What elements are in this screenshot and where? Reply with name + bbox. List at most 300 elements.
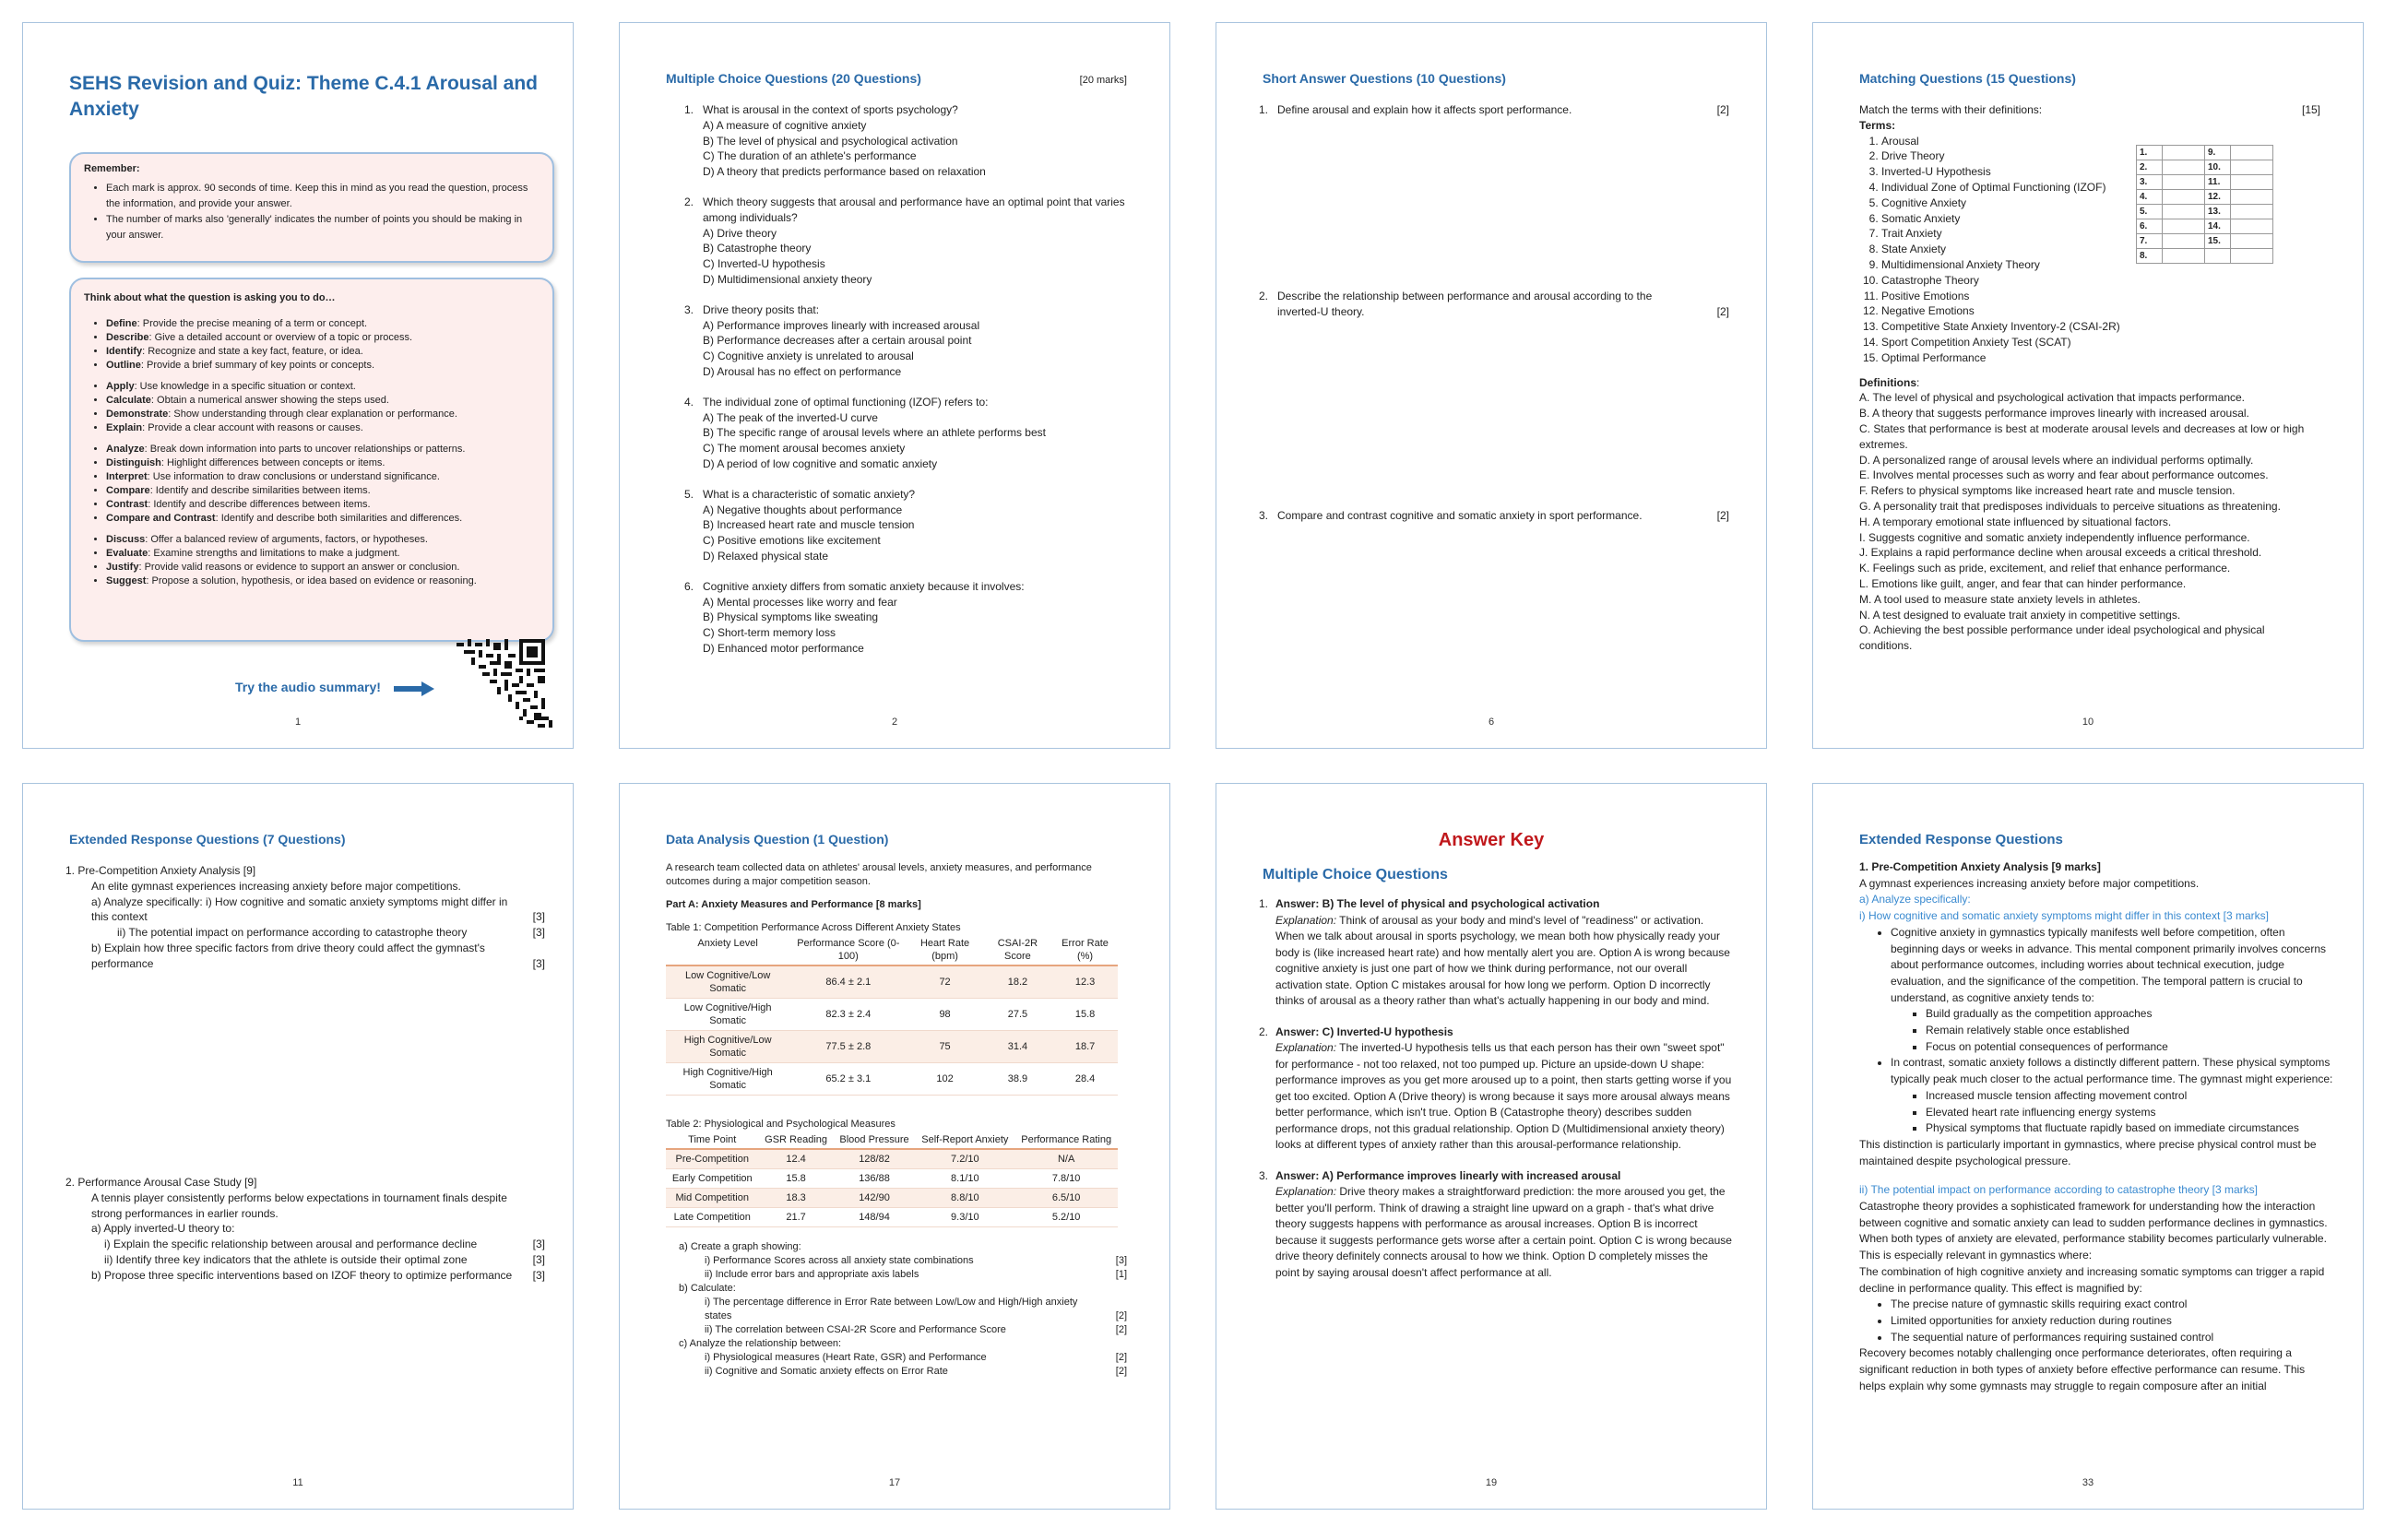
mcq-question (684, 195, 1136, 288)
column-header: Heart Rate (bpm) (907, 935, 982, 965)
question-stem: Cognitive anxiety differs from somatic anxiety because it involves: (703, 579, 1025, 593)
section-heading: Data Analysis Question (1 Question) (666, 832, 889, 847)
question-text: b) Propose three specific interventions based on IZOF theory to optimize performance (91, 1268, 513, 1282)
answer-option: C) The moment arousal becomes anxiety (703, 442, 906, 456)
answer-subitem: ▪ Physical symptoms that fluctuate rapidly based on immediate circumstances (1926, 1120, 2334, 1137)
grid-number: 11. (2205, 175, 2231, 190)
answer-number: 3. (1259, 1168, 1269, 1182)
table-row (666, 965, 1118, 999)
command-term-item (106, 484, 540, 498)
terms-list (1859, 134, 2136, 366)
term-item: 10. Catastrophe Theory (1881, 273, 2136, 289)
command-term: Outline (106, 360, 141, 371)
command-term-desc: : Break down information into parts to uncover relationships or patterns. (144, 444, 466, 455)
question-line (666, 1268, 1127, 1282)
grid-number: 5. (2137, 205, 2163, 219)
extended-q2 (65, 1175, 545, 1284)
explanation-text: The inverted-U hypothesis tells us that each person has their own "sweet spot" for performance - not too relaxed, not too pumped up. Picture an upside-down U shape: performance improves as you get more aroused up to a point, then starts getting worse if you get too excited. Option A (Drive theory) is wrong because it says more arousal always means better performance, which isn't true. Option B (Catastrophe theory) describes sudden performance drops, not this gradual relationship. Option D (Multidimensional anxiety theory) looks at different types of anxiety rather than this arousal-performance relationship. (1275, 1041, 1732, 1151)
remember-item: • The number of marks also 'generally' indicates the number of points you should be making in your answer. (106, 212, 540, 243)
table-cell: 5.2/10 (1014, 1208, 1118, 1227)
term-item: 5. Cognitive Anxiety (1881, 195, 2136, 211)
question-line (666, 1337, 1127, 1351)
definitions-list (1859, 390, 2320, 654)
question-marks: [3] (532, 926, 545, 940)
question-marks: [2] (1115, 1352, 1127, 1363)
page-number: 11 (292, 1477, 303, 1488)
term-item: 11. Positive Emotions (1881, 289, 2136, 304)
command-term-item (106, 512, 540, 526)
table-cell: 86.4 ± 2.1 (789, 965, 907, 999)
answer-option: A) Performance improves linearly with increased arousal (703, 318, 980, 332)
answer-subitem: ▪ Build gradually as the competition approaches (1926, 1006, 2334, 1023)
question-marks: [1] (1115, 1269, 1127, 1280)
question-marks: [2] (1115, 1324, 1127, 1335)
answer-box[interactable] (2231, 219, 2273, 234)
answer-key-title: Answer Key (1438, 830, 1545, 850)
answer-option: B) The level of physical and psychological activation (703, 134, 958, 148)
answer-paragraph: Recovery becomes notably challenging once performance deteriorates, often requiring a significant reduction in both types of anxiety before effective performance can resume. This helps explain why some gymnasts may struggle to regain composure after an initial (1859, 1346, 2306, 1392)
definition-item: O. Achieving the best possible performance under ideal psychological and physical conditions. (1859, 623, 2265, 653)
column-header: Self-Report Anxiety (915, 1131, 1014, 1149)
table-cell: 128/82 (834, 1149, 916, 1169)
audio-summary-link[interactable]: Try the audio summary! (235, 680, 381, 694)
question-text: A tennis player consistently performs below expectations in tournament finals despite strong performances in earlier rounds. (91, 1191, 507, 1220)
term-item: 7. Trait Anxiety (1881, 226, 2136, 242)
page-5 (22, 783, 574, 1510)
section-heading: Extended Response Questions (7 Questions) (69, 832, 346, 847)
data-intro: A research team collected data on athletes' arousal levels, anxiety measures, and performance outcomes during a major competition season. (666, 862, 1092, 887)
definitions-label: Definitions (1859, 375, 1916, 389)
short-answer-q3: 3. Compare and contrast cognitive and somatic anxiety in sport performance. [2] (1259, 509, 1729, 522)
answer-option: D) Arousal has no effect on performance (703, 364, 902, 378)
table-row (666, 1169, 1118, 1189)
table-cell: N/A (1014, 1149, 1118, 1169)
table-cell: 28.4 (1052, 1063, 1118, 1096)
answer-option: B) Catastrophe theory (703, 242, 812, 255)
answer-option: A) Negative thoughts about performance (703, 503, 903, 516)
answer-option: D) A theory that predicts performance based on relaxation (703, 165, 986, 179)
question-marks: [3] (532, 910, 545, 924)
table-cell: 148/94 (834, 1208, 916, 1227)
command-term: Apply (106, 381, 135, 392)
grid-number: 13. (2205, 205, 2231, 219)
answer-bullet: • In contrast, somatic anxiety follows a distinctly different pattern. These physical symptoms typically peak much closer to the actual performance time. The gymnast might experience: (1891, 1055, 2334, 1087)
question-text: i) The percentage difference in Error Rate between Low/Low and High/High anxiety states (705, 1297, 1078, 1321)
term-item: 12. Negative Emotions (1881, 303, 2136, 319)
page-number: 33 (2082, 1477, 2094, 1488)
table-row (666, 1149, 1118, 1169)
question-marks: [3] (532, 1268, 545, 1282)
explanation-label: Explanation: (1275, 1185, 1337, 1198)
question-text: a) Create a graph showing: (679, 1241, 801, 1252)
term-item: 1. Arousal (1881, 134, 2136, 149)
question-line (65, 941, 545, 972)
term-item: 3. Inverted-U Hypothesis (1881, 164, 2136, 180)
column-header: CSAI-2R Score (983, 935, 1052, 965)
command-term: Compare and Contrast (106, 513, 216, 524)
answer-subitem: • Limited opportunities for anxiety reduction during routines (1891, 1313, 2334, 1330)
short-answer-q2: 2. Describe the relationship between performance and arousal according to the inverted-U theory. [2] (1259, 290, 1729, 318)
question-stem: The individual zone of optimal functioning (IZOF) refers to: (703, 395, 989, 409)
command-term-item (106, 575, 540, 588)
answer-list (1259, 896, 1734, 1296)
table2-caption: Table 2: Physiological and Psychological Measures (666, 1119, 896, 1130)
answer-option: D) A period of low cognitive and somatic anxiety (703, 456, 938, 470)
question-text: ii) The correlation between CSAI-2R Score and Performance Score (705, 1324, 1006, 1335)
command-term-desc: : Provide the precise meaning of a term or concept. (136, 318, 368, 329)
question-text: An elite gymnast experiences increasing anxiety before major competitions. (91, 879, 461, 893)
answer-option: A) The peak of the inverted-U curve (703, 410, 878, 424)
question-stem: What is arousal in the context of sports psychology? (703, 103, 958, 116)
command-term-desc: : Use knowledge in a specific situation or context. (134, 381, 356, 392)
definition-item: F. Refers to physical symptoms like increased heart rate and muscle tension. (1859, 484, 2236, 498)
definition-item: B. A theory that suggests performance improves linearly with increased arousal. (1859, 407, 2249, 421)
extended-q1 (65, 863, 545, 972)
table-cell: 18.2 (983, 965, 1052, 999)
command-term-item (106, 443, 540, 456)
definition-item: E. Involves mental processes such as worry and fear about performance outcomes. (1859, 468, 2269, 482)
command-term-item (106, 317, 540, 331)
data-tasks (666, 1240, 1127, 1379)
table-cell: 31.4 (983, 1031, 1052, 1063)
answer-sublist (1859, 1088, 2334, 1137)
table-cell: 18.3 (758, 1189, 833, 1208)
answer-entry (1259, 1025, 1734, 1154)
remember-callout (69, 152, 554, 263)
command-term: Compare (106, 485, 150, 496)
page-number: 17 (888, 1477, 901, 1488)
term-item: 9. Multidimensional Anxiety Theory (1881, 257, 2136, 273)
definition-item: K. Feelings such as pride, excitement, and relief that enhance performance. (1859, 562, 2231, 575)
question-line (65, 1252, 545, 1268)
answer-choice: Answer: B) The level of physical and psychological activation (1275, 897, 1600, 910)
grid-number: 2. (2137, 160, 2163, 175)
question-number: 5. (684, 487, 694, 501)
command-term-desc: : Provide valid reasons or evidence to support an answer or conclusion. (138, 562, 460, 573)
answer-option: B) The specific range of arousal levels where an athlete performs best (703, 426, 1046, 440)
physiological-measures-table (666, 1131, 1118, 1227)
definition-item: J. Explains a rapid performance decline when arousal exceeds a critical threshold. (1859, 546, 2262, 560)
answer-option: D) Enhanced motor performance (703, 641, 864, 655)
question-text: a) Analyze specifically: i) How cognitive and somatic anxiety symptoms might differ in this context (91, 894, 508, 924)
grid-number: 15. (2205, 234, 2231, 249)
answer-number: 2. (1259, 1025, 1269, 1038)
answer-paragraph: This distinction is particularly important in gymnastics, where precise physical control must be maintained despite psychological pressure. (1859, 1137, 2317, 1167)
command-terms-list (84, 317, 540, 588)
table-cell: 21.7 (758, 1208, 833, 1227)
mcq-list (684, 102, 1136, 671)
table-cell: 12.4 (758, 1149, 833, 1169)
mcq-question (684, 302, 1136, 380)
answer-box[interactable] (2163, 249, 2205, 264)
answer-sublist (1859, 1297, 2334, 1345)
qr-code-icon[interactable] (457, 639, 556, 728)
column-header: Performance Rating (1014, 1131, 1118, 1149)
table-cell: Early Competition (666, 1169, 758, 1189)
question-number: 3. (684, 302, 694, 316)
part-a-heading: Part A: Anxiety Measures and Performance [8 marks] (666, 899, 921, 910)
part-a-label: a) Analyze specifically: (1859, 893, 1971, 906)
answer-box[interactable] (2163, 160, 2205, 175)
table-cell: 82.3 ± 2.4 (789, 999, 907, 1031)
answer-option: A) Drive theory (703, 226, 777, 240)
question-text: ii) Cognitive and Somatic anxiety effects on Error Rate (705, 1366, 948, 1377)
command-term-desc: : Show understanding through clear explanation or performance. (168, 409, 457, 420)
command-term-desc: : Propose a solution, hypothesis, or idea based on evidence or reasoning. (146, 575, 477, 586)
answer-paragraph: Catastrophe theory provides a sophisticated framework for understanding how the interaction between cognitive and somatic anxiety can lead to sudden performance declines in gymnastics. When both types of anxiety are elevated, performance stability becomes particularly vulnerable. This is especially relevant in gymnastics where: (1859, 1200, 2328, 1262)
question-line (666, 1254, 1127, 1268)
command-term-desc: : Offer a balanced review of arguments, factors, or hypotheses. (145, 534, 428, 545)
term-item: 13. Competitive State Anxiety Inventory-2 (CSAI-2R) (1881, 319, 2136, 335)
table-cell: 136/88 (834, 1169, 916, 1189)
answer-subitem: ▪ Elevated heart rate influencing energy systems (1926, 1105, 2334, 1121)
answer-subitem: ▪ Remain relatively stable once established (1926, 1023, 2334, 1039)
mcq-question (684, 487, 1136, 564)
question-marks: [3] (532, 1252, 545, 1266)
question-line (65, 894, 545, 926)
question-intro: A gymnast experiences increasing anxiety before major competitions. (1859, 876, 2200, 890)
table-cell: 27.5 (983, 999, 1052, 1031)
grid-number: 12. (2205, 190, 2231, 205)
answer-option: C) Positive emotions like excitement (703, 534, 881, 548)
command-term-desc: : Identify and describe both similarities and differences. (215, 513, 463, 524)
command-term-item (106, 456, 540, 470)
page-3 (1216, 22, 1767, 749)
table-cell: Pre-Competition (666, 1149, 758, 1169)
command-term-desc: : Recognize and state a key fact, feature, or idea. (142, 346, 363, 357)
command-term-desc: : Use information to draw conclusions or understand significance. (147, 471, 440, 482)
command-term: Distinguish (106, 457, 161, 468)
question-line (65, 1221, 545, 1237)
remember-item: • Each mark is approx. 90 seconds of time. Keep this in mind as you read the question, process the information, and provide your answer. (106, 181, 540, 212)
command-term: Define (106, 318, 137, 329)
answer-box[interactable] (2231, 205, 2273, 219)
answer-box[interactable] (2163, 190, 2205, 205)
answer-option: B) Increased heart rate and muscle tension (703, 518, 915, 532)
command-term-item (106, 547, 540, 561)
table-cell: 77.5 ± 2.8 (789, 1031, 907, 1063)
answer-option: D) Relaxed physical state (703, 549, 829, 563)
command-term-item (106, 561, 540, 575)
question-text: b) Explain how three specific factors from drive theory could affect the gymnast's performance (91, 941, 485, 970)
answer-option: C) Cognitive anxiety is unrelated to arousal (703, 349, 914, 363)
mcq-question (684, 102, 1136, 180)
grid-number: 14. (2205, 219, 2231, 234)
explanation-label: Explanation: (1275, 913, 1337, 927)
term-item: 14. Sport Competition Anxiety Test (SCAT) (1881, 335, 2136, 350)
answer-box[interactable] (2231, 190, 2273, 205)
command-term-desc: : Identify and describe similarities between items. (149, 485, 371, 496)
answer-box[interactable] (2163, 205, 2205, 219)
command-term: Justify (106, 562, 139, 573)
answer-paragraph: The combination of high cognitive anxiety and increasing somatic symptoms can trigger a rapid decline in performance quality. This effect is magnified by: (1859, 1264, 2325, 1295)
table-cell: 102 (907, 1063, 982, 1096)
section-heading: Multiple Choice Questions (20 Questions) (666, 71, 921, 86)
answer-option: D) Multidimensional anxiety theory (703, 272, 872, 286)
page-number: 1 (294, 717, 302, 728)
matching-marks: [15] (2301, 103, 2320, 116)
answer-entry (1259, 1168, 1734, 1282)
anxiety-performance-table (666, 935, 1118, 1096)
command-term-item (106, 380, 540, 394)
matching-answer-grid (2136, 145, 2273, 264)
question-text: ii) Identify three key indicators that the athlete is outside their optimal zone (104, 1252, 468, 1266)
answer-option: C) The duration of an athlete's performance (703, 149, 917, 163)
command-term-item (106, 408, 540, 421)
answer-subitem: ▪ Increased muscle tension affecting movement control (1926, 1088, 2334, 1105)
explanation-text: Drive theory makes a straightforward prediction: the more aroused you get, the better you'll perform. Think of drawing a straight line upward on a graph - that's what drive theory suggests happens with performance as arousal increases. Option B is incorrect because it suggests performance gets worse after a certain point. Option C is wrong because drive theory definitely connects arousal to how we think. Option D completely misses the point by saying arousal doesn't affect performance at all. (1275, 1185, 1732, 1279)
command-term-desc: : Obtain a numerical answer showing the steps used. (150, 395, 389, 406)
grid-number: 4. (2137, 190, 2163, 205)
answer-option: A) A measure of cognitive anxiety (703, 118, 867, 132)
command-term-item (106, 533, 540, 547)
table-cell: 15.8 (1052, 999, 1118, 1031)
answer-sublist (1859, 1006, 2334, 1055)
answer-box[interactable] (2231, 146, 2273, 160)
question-marks: [3] (532, 1238, 545, 1251)
definition-item: I. Suggests cognitive and somatic anxiety independently influence performance. (1859, 530, 2250, 544)
part-ai-label: i) How cognitive and somatic anxiety symptoms might differ in this context [3 marks] (1859, 909, 2269, 923)
think-label: Think about what the question is asking you to do… (84, 292, 336, 303)
answer-box[interactable] (2231, 234, 2273, 249)
definition-item: L. Emotions like guilt, anger, and fear that can hinder performance. (1859, 576, 2187, 590)
question-marks: [2] (1115, 1310, 1127, 1321)
column-header: Blood Pressure (834, 1131, 916, 1149)
question-number: 2. (684, 195, 694, 208)
command-term: Interpret (106, 471, 148, 482)
definition-item: M. A tool used to measure state anxiety levels in athletes. (1859, 592, 2141, 606)
answer-option: C) Short-term memory loss (703, 626, 836, 640)
command-term: Demonstrate (106, 409, 169, 420)
answer-box[interactable] (2163, 175, 2205, 190)
question-number: 6. (684, 579, 694, 593)
command-term-item (106, 421, 540, 435)
terms-label: Terms: (1859, 118, 1896, 132)
command-term: Describe (106, 332, 149, 343)
command-term: Analyze (106, 444, 145, 455)
part-aii-label: ii) The potential impact on performance according to catastrophe theory [3 marks] (1859, 1183, 2258, 1197)
question-line (666, 1296, 1127, 1323)
definition-item: A. The level of physical and psychological activation that impacts performance. (1859, 391, 2245, 405)
question-text: i) Explain the specific relationship between arousal and performance decline (104, 1238, 478, 1251)
answer-box[interactable] (2231, 175, 2273, 190)
definition-item: N. A test designed to evaluate trait anxiety in competitive settings. (1859, 608, 2181, 622)
table-row (666, 1063, 1118, 1096)
table-row (666, 1031, 1118, 1063)
command-term-item (106, 345, 540, 359)
grid-number: 3. (2137, 175, 2163, 190)
answer-box[interactable] (2163, 146, 2205, 160)
matching-intro: Match the terms with their definitions: (1859, 103, 2043, 116)
column-header: GSR Reading (758, 1131, 833, 1149)
table-cell: 72 (907, 965, 982, 999)
table-cell: 75 (907, 1031, 982, 1063)
page-number: 19 (1485, 1477, 1498, 1488)
command-term: Contrast (106, 499, 148, 510)
column-header: Error Rate (%) (1052, 935, 1118, 965)
table1-caption: Table 1: Competition Performance Across Different Anxiety States (666, 922, 961, 933)
command-term: Explain (106, 422, 143, 433)
question-text: ii) Include error bars and appropriate axis labels (705, 1269, 919, 1280)
term-item: 4. Individual Zone of Optimal Functioning (IZOF) (1881, 180, 2136, 195)
command-term-desc: : Give a detailed account or overview of a topic or process. (148, 332, 413, 343)
term-item: 2. Drive Theory (1881, 148, 2136, 164)
question-line (65, 879, 545, 894)
command-term-item (106, 359, 540, 373)
column-header: Anxiety Level (666, 935, 789, 965)
command-term-desc: : Examine strengths and limitations to make a judgment. (148, 548, 400, 559)
answer-box[interactable] (2231, 160, 2273, 175)
question-marks: [2] (1115, 1366, 1127, 1377)
page-number: 10 (2082, 717, 2094, 728)
table-cell: 98 (907, 999, 982, 1031)
question-text: i) Physiological measures (Heart Rate, GSR) and Performance (705, 1352, 987, 1363)
grid-number: 9. (2205, 146, 2231, 160)
grid-number: 10. (2205, 160, 2231, 175)
page-6 (619, 783, 1170, 1510)
command-term-desc: : Provide a brief summary of key points or concepts. (140, 360, 374, 371)
table-row (666, 1189, 1118, 1208)
grid-number (2205, 249, 2231, 264)
question-line (65, 925, 545, 941)
page-1 (22, 22, 574, 749)
grid-number: 8. (2137, 249, 2163, 264)
answer-option: C) Inverted-U hypothesis (703, 257, 825, 271)
table-cell: 142/90 (834, 1189, 916, 1208)
term-item: 15. Optimal Performance (1881, 350, 2136, 366)
table-cell: 7.8/10 (1014, 1169, 1118, 1189)
command-term-desc: : Identify and describe differences between items. (148, 499, 371, 510)
grid-number: 6. (2137, 219, 2163, 234)
table-cell: 18.7 (1052, 1031, 1118, 1063)
question-text: a) Apply inverted-U theory to: (91, 1222, 235, 1236)
answer-box[interactable] (2231, 249, 2273, 264)
column-header: Performance Score (0-100) (789, 935, 907, 965)
definition-item: D. A personalized range of arousal levels where an individual performs optimally. (1859, 453, 2254, 467)
question-text: ii) The potential impact on performance according to catastrophe theory (117, 926, 468, 940)
definition-item: H. A temporary emotional state influenced by situational factors. (1859, 515, 2172, 528)
question-line (666, 1323, 1127, 1337)
definition-item: C. States that performance is best at moderate arousal levels and decreases at low or high extremes. (1859, 421, 2305, 451)
table-cell: 9.3/10 (915, 1208, 1014, 1227)
mcq-question (684, 395, 1136, 472)
command-term-item (106, 498, 540, 512)
section-marks: [20 marks] (1079, 75, 1127, 86)
question-text: i) Performance Scores across all anxiety state combinations (705, 1255, 974, 1266)
page-number: 2 (891, 717, 898, 728)
table-cell: 6.5/10 (1014, 1189, 1118, 1208)
command-term-desc: : Highlight differences between concepts or items. (160, 457, 385, 468)
question-stem: Drive theory posits that: (703, 302, 820, 316)
question-line (666, 1282, 1127, 1296)
grid-number: 7. (2137, 234, 2163, 249)
table-row (666, 999, 1118, 1031)
command-term: Suggest (106, 575, 147, 586)
table-cell: High Cognitive/Low Somatic (666, 1031, 789, 1063)
command-term-item (106, 470, 540, 484)
question-line (65, 1268, 545, 1284)
table-cell: 8.1/10 (915, 1169, 1014, 1189)
answer-box[interactable] (2163, 234, 2205, 249)
answer-number: 1. (1259, 897, 1269, 910)
table-cell: 65.2 ± 3.1 (789, 1063, 907, 1096)
page-title: SEHS Revision and Quiz: Theme C.4.1 Arousal and Anxiety (69, 73, 538, 120)
explanation-text: Think of arousal as your body and mind's level of "readiness" or activation. When we talk about arousal in sports psychology, we mean both how physically ready your body is (like increased heart rate) and how mentally alert you are. Option A is wrong because cognitive anxiety is just one part of how we think during performance, not our overall activation state. Option C mistakes arousal for how long we perform. Option D incorrectly thinks of arousal as a theory rather than what's actually happening in our body and mind. (1275, 913, 1730, 1007)
command-term: Identify (106, 346, 143, 357)
table-cell: 15.8 (758, 1169, 833, 1189)
answer-box[interactable] (2163, 219, 2205, 234)
table-row (666, 1208, 1118, 1227)
